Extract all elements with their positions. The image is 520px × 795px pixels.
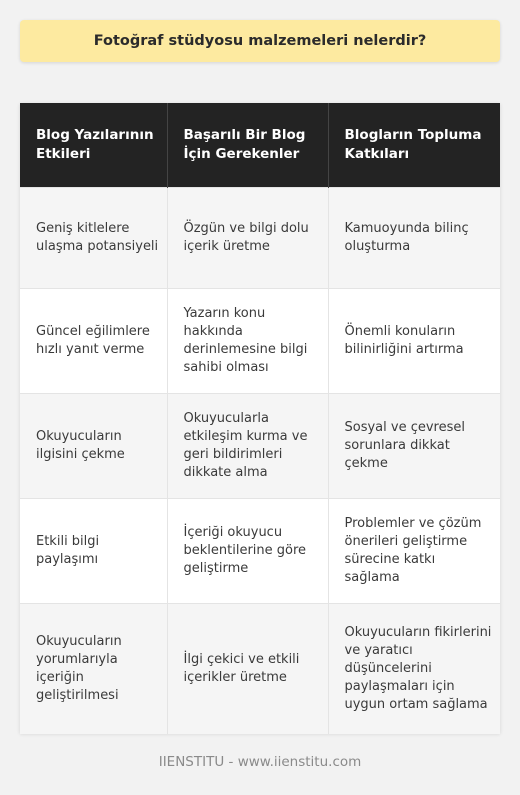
table-row [20,499,500,604]
table-cell: Kamuoyunda bilinç oluşturma [328,188,500,289]
table-cell: Özgün ve bilgi dolu içerik üretme [167,188,328,289]
table-row [20,604,500,734]
table-cell: Önemli konuların bilinirliğini artırma [328,289,500,394]
table-cell: Okuyucuların ilgisini çekme [20,394,167,499]
table-row [20,289,500,394]
table-cell: Etkili bilgi paylaşımı [20,499,167,604]
table-cell: Okuyucuların fikirlerini ve yaratıcı düşüncelerini paylaşmaları için uygun ortam sağlama [328,604,500,734]
table-cell: İlgi çekici ve etkili içerikler üretme [167,604,328,734]
footer-credit: IIENSTITU - www.iienstitu.com [158,754,362,770]
table-row [20,188,500,289]
table-cell: Okuyucularla etkileşim kurma ve geri bildirimleri dikkate alma [167,394,328,499]
table-cell: Problemler ve çözüm önerileri geliştirme sürecine katkı sağlama [328,499,500,604]
page-title: Fotoğraf stüdyosu malzemeleri nelerdir? [93,33,427,49]
table-cell: Geniş kitlelere ulaşma potansiyeli [20,188,167,289]
comparison-table [20,103,500,733]
column-header-effects: Blog Yazılarının Etkileri [20,103,167,188]
table-cell: Sosyal ve çevresel sorunlara dikkat çekme [328,394,500,499]
table-cell: Yazarın konu hakkında derinlemesine bilgi sahibi olması [167,289,328,394]
title-banner [20,20,500,62]
column-header-contributions: Blogların Topluma Katkıları [328,103,500,188]
table-cell: Güncel eğilimlere hızlı yanıt verme [20,289,167,394]
table-cell: İçeriği okuyucu beklentilerine göre geliştirme [167,499,328,604]
table-header-row [20,103,500,188]
table-cell: Okuyucuların yorumlarıyla içeriğin geliştirilmesi [20,604,167,734]
column-header-requirements: Başarılı Bir Blog İçin Gerekenler [167,103,328,188]
table-row [20,394,500,499]
